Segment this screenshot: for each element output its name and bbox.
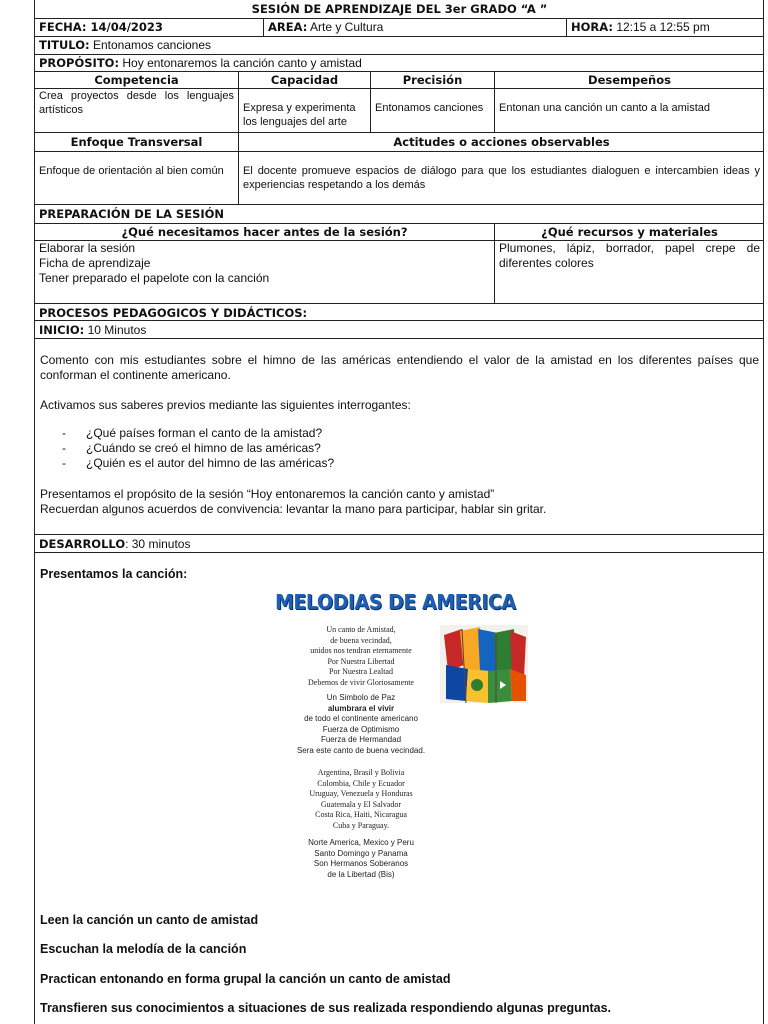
accion-item: Transfieren sus conocimientos a situaciones de sus realizada respondiendo algunas preguntas. <box>40 1001 611 1015</box>
recursos-header: ¿Qué recursos y materiales <box>541 225 718 239</box>
competencia-header: Competencia <box>35 72 239 88</box>
preparacion-header-row <box>35 224 764 241</box>
song-line: Argentina, Brasil y Bolivia <box>317 768 405 777</box>
inicio-paragraph-1: Comento con mis estudiantes sobre el himno de las américas entendiendo el valor de la amistad en los diferentes países que conforman el continente americano. <box>40 353 759 382</box>
recursos-value: Plumones, lápiz, borrador, papel crepe de diferentes colores <box>499 241 760 270</box>
proposito-row <box>35 55 764 72</box>
pregunta-item: - ¿Cuándo se creó el himno de las américas? <box>62 441 759 456</box>
desarrollo-content <box>35 553 764 1024</box>
preparacion-row <box>35 241 764 304</box>
song-stanza-3 <box>261 768 461 831</box>
desarrollo-row <box>35 535 764 553</box>
song-stanza-1 <box>261 625 461 688</box>
actitudes-header: Actitudes o acciones observables <box>393 135 610 149</box>
info-row <box>35 19 764 37</box>
inicio-paragraph-2: Activamos sus saberes previos mediante las siguientes interrogantes: <box>40 398 411 412</box>
inicio-paragraph-4: Recuerdan algunos acuerdos de convivencia: levantar la mano para participar, hablar sin gritar. <box>40 502 547 516</box>
song-line: Guatemala y El Salvador <box>320 799 402 809</box>
page-title: SESIÓN DE APRENDIZAJE DEL 3er GRADO “A ” <box>251 2 548 16</box>
competencia-header-row <box>35 72 764 89</box>
inicio-paragraph-3: Presentamos el propósito de la sesión “Hoy entonaremos la canción canto y amistad” <box>40 487 495 501</box>
enfoque-header: Enfoque Transversal <box>35 133 239 151</box>
proposito-cell <box>35 55 764 71</box>
title-row <box>35 0 764 19</box>
preparacion-title: PREPARACIÓN DE LA SESIÓN <box>39 207 225 221</box>
song-line: Debemos de vivir Gloriosamente <box>308 677 414 687</box>
song-stanza-2 <box>261 693 461 756</box>
song-line: Un Simbolo de Paz <box>326 693 396 702</box>
titulo-row <box>35 37 764 55</box>
enfoque-value: Enfoque de orientación al bien común <box>35 152 239 204</box>
preguntas-list <box>62 426 759 471</box>
procesos-title-row <box>35 304 764 321</box>
proposito-value: Hoy entonaremos la canción canto y amistad <box>122 56 362 70</box>
antes-item: Tener preparado el papelote con la canción <box>39 271 270 285</box>
song-image <box>275 585 516 885</box>
antes-header: ¿Qué necesitamos hacer antes de la sesión? <box>35 224 495 240</box>
desempenos-header: Desempeños <box>588 73 671 87</box>
presentamos-heading: Presentamos la canción: <box>40 567 188 581</box>
area-label: AREA: <box>268 20 308 34</box>
inicio-value: 10 Minutos <box>87 323 147 337</box>
precision-value: Entonamos canciones <box>371 89 495 132</box>
song-line: de la Libertad (Bis) <box>327 869 395 879</box>
song-line: alumbrara el vivir <box>327 703 395 713</box>
song-line: de todo el continente americano <box>304 714 418 723</box>
antes-item: Elaborar la sesión <box>39 241 136 255</box>
hora-label: HORA: <box>571 20 613 34</box>
area-value: Arte y Cultura <box>310 20 384 34</box>
song-line: de buena vecindad, <box>330 635 392 645</box>
inicio-label: INICIO: <box>39 323 85 337</box>
fecha-cell: FECHA: 14/04/2023 <box>35 19 264 36</box>
competencia-value: Crea proyectos desde los lenguajes artísticos <box>35 89 239 132</box>
titulo-cell <box>35 37 764 54</box>
actitudes-value: El docente promueve espacios de diálogo para que los estudiantes dialoguen e intercambien ideas y experiencias respetando a los demás <box>243 165 760 191</box>
accion-item: Practican entonando en forma grupal la canción un canto de amistad <box>40 972 451 986</box>
capacidad-value: Expresa y experimenta los lenguajes del arte <box>239 89 371 132</box>
pregunta-item: - ¿Qué países forman el canto de la amistad? <box>62 426 759 441</box>
song-line: Fuerza de Hermandad <box>320 735 402 744</box>
song-line: unidos nos tendran eternamente <box>310 646 412 655</box>
desarrollo-label: DESARROLLO <box>39 537 126 551</box>
inicio-content-row <box>35 339 764 535</box>
song-line: Uruguay, Venezuela y Honduras <box>309 789 413 798</box>
desarrollo-value: : 30 minutos <box>125 537 191 551</box>
song-title: MELODIAS DE AMERICA <box>275 590 516 614</box>
song-line: Cuba y Paraguay. <box>332 820 390 830</box>
antes-item: Ficha de aprendizaje <box>39 256 151 270</box>
inicio-row <box>35 321 764 339</box>
titulo-value: Entonamos canciones <box>92 38 212 52</box>
desempenos-value: Entonan una canción un canto a la amistad <box>499 102 710 114</box>
inicio-cell <box>35 321 764 338</box>
enfoque-row <box>35 152 764 205</box>
song-line: Por Nuestra Lealtad <box>329 667 393 676</box>
lesson-sheet <box>34 0 764 1024</box>
titulo-label: TITULO: <box>39 38 90 52</box>
hora-cell <box>567 19 764 36</box>
preparacion-title-row <box>35 205 764 224</box>
song-line: Colombia, Chile y Ecuador <box>317 778 405 788</box>
song-stanza-4 <box>261 838 461 880</box>
song-line: Son Hermanos Soberanos <box>313 859 409 868</box>
pregunta-item: - ¿Quién es el autor del himno de las américas? <box>62 456 759 471</box>
hora-value: 12:15 a 12:55 pm <box>616 20 710 34</box>
accion-item: Leen la canción un canto de amistad <box>40 913 259 927</box>
accion-item: Escuchan la melodía de la canción <box>40 942 247 956</box>
competencia-row <box>35 89 764 133</box>
precision-header: Precisión <box>371 72 495 88</box>
antes-list <box>35 241 495 303</box>
area-cell <box>264 19 567 36</box>
desarrollo-cell <box>35 535 764 552</box>
enfoque-header-row <box>35 133 764 152</box>
song-line: Por Nuestra Libertad <box>327 656 395 666</box>
inicio-content <box>35 339 764 534</box>
song-line: Fuerza de Optimismo <box>322 724 400 734</box>
song-line: Sera este canto de buena vecindad. <box>296 745 426 755</box>
song-line: Costa Rica, Haiti, Nicaragua <box>315 810 407 819</box>
song-line: Un canto de Amistad, <box>326 625 396 634</box>
song-line: Santo Domingo y Panama <box>314 848 408 858</box>
capacidad-header: Capacidad <box>239 72 371 88</box>
procesos-title: PROCESOS PEDAGOGICOS Y DIDÁCTICOS: <box>39 306 308 320</box>
song-line: Norte America, Mexico y Peru <box>308 838 414 847</box>
proposito-label: PROPÓSITO: <box>39 56 120 70</box>
